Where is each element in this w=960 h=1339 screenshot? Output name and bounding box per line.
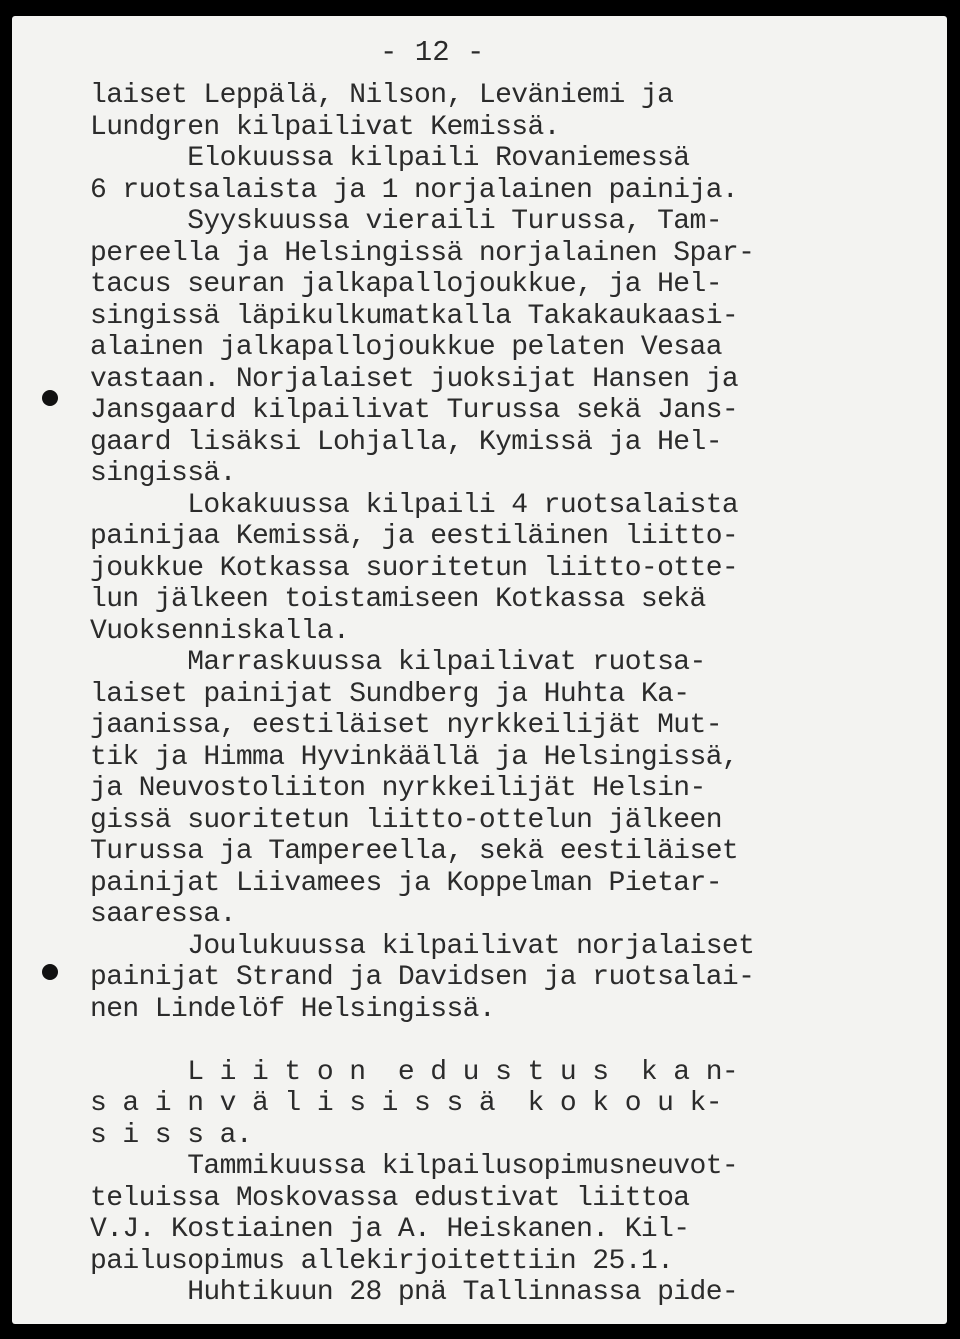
text-line: tacus seuran jalkapallojoukkue, ja Hel- [90, 269, 722, 300]
text-line: Vuoksenniskalla. [90, 615, 350, 647]
text-line: lun jälkeen toistamiseen Kotkassa sekä [90, 584, 706, 615]
text-line: Syyskuussa vieraili Turussa, Tam- [90, 206, 722, 237]
text-line: alainen jalkapallojoukkue pelaten Vesaa [90, 332, 722, 363]
text-line: tik ja Himma Hyvinkäällä ja Helsingissä, [90, 741, 739, 773]
text-line: Lundgren kilpailivat Kemissä. [90, 111, 560, 143]
blank-line [90, 1025, 890, 1057]
text-line: Turussa ja Tampereella, sekä eestiläiset [90, 836, 739, 867]
text-line: painijaa Kemissä, ja eestiläinen liitto- [90, 521, 739, 552]
text-line: gaard lisäksi Lohjalla, Kymissä ja Hel- [90, 426, 722, 458]
punch-hole-icon [42, 390, 58, 406]
text-line: Huhtikuun 28 pnä Tallinnassa pide- [90, 1277, 739, 1308]
text-line: gissä suoritetun liitto-ottelun jälkeen [90, 804, 722, 836]
section-heading: s a i n v ä l i s i s s ä k o k o u k- [90, 1088, 722, 1119]
text-line: joukkue Kotkassa suoritetun liitto-otte- [90, 552, 739, 584]
text-line: pailusopimus allekirjoitettiin 25.1. [90, 1245, 674, 1277]
text-line: laiset painijat Sundberg ja Huhta Ka- [90, 678, 690, 710]
body-text [90, 80, 890, 1309]
text-line: Joulukuussa kilpailivat norjalaiset [90, 930, 755, 962]
text-line: Lokakuussa kilpaili 4 ruotsalaista [90, 489, 739, 521]
text-line: Jansgaard kilpailivat Turussa sekä Jans- [90, 395, 739, 426]
text-line: jaanissa, eestiläiset nyrkkeilijät Mut- [90, 710, 722, 741]
text-line: teluissa Moskovassa edustivat liittoa [90, 1182, 690, 1214]
section-heading: L i i t o n e d u s t u s k a n- [90, 1056, 739, 1088]
text-line: Elokuussa kilpaili Rovaniemessä [90, 143, 690, 174]
text-line: nen Lindelöf Helsingissä. [90, 993, 496, 1025]
text-line: Tammikuussa kilpailusopimusneuvot- [90, 1151, 739, 1182]
text-line: vastaan. Norjalaiset juoksijat Hansen ja [90, 363, 739, 395]
section-heading: s i s s a. [90, 1119, 253, 1151]
text-line: singissä läpikulkumatkalla Takakaukaasi- [90, 300, 739, 332]
text-line: laiset Leppälä, Nilson, Leväniemi ja [90, 80, 674, 111]
page-number: - 12 - [380, 36, 485, 69]
text-line: singissä. [90, 458, 236, 489]
text-line: ja Neuvostoliiton nyrkkeilijät Helsin- [90, 773, 706, 804]
text-line: V.J. Kostiainen ja A. Heiskanen. Kil- [90, 1214, 690, 1245]
text-line: painijat Liivamees ja Koppelman Pietar- [90, 867, 722, 899]
text-line: Marraskuussa kilpailivat ruotsa- [90, 647, 706, 678]
text-line: saaressa. [90, 899, 236, 930]
text-line: pereella ja Helsingissä norjalainen Spar- [90, 237, 755, 269]
punch-hole-icon [42, 964, 58, 980]
text-line: painijat Strand ja Davidsen ja ruotsalai- [90, 962, 755, 993]
text-line: 6 ruotsalaista ja 1 norjalainen painija. [90, 174, 739, 206]
